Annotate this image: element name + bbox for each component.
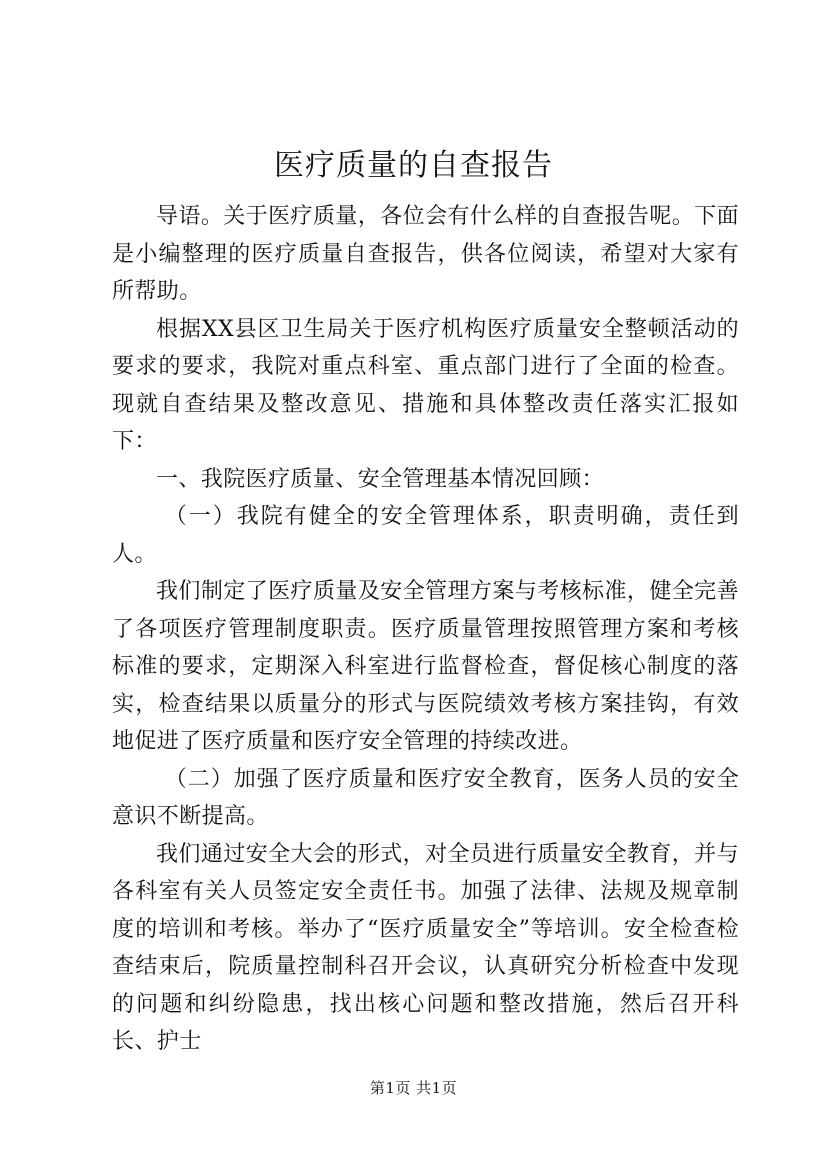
paragraph-management: 我们制定了医疗质量及安全管理方案与考核标准，健全完善了各项医疗管理制度职责。医疗质量管理按照管理方案和考核标准的要求，定期深入科室进行监督检查，督促核心制度的落实，检查结果以质量分的形式与医院绩效考核方案挂钩，有效地促进了医疗质量和医疗安全管理的持续改进。 [112, 579, 739, 754]
subsection-heading-2: （二）加强了医疗质量和医疗安全教育，医务人员的安全意识不断提高。 [112, 766, 739, 829]
subsection-heading-1: （一）我院有健全的安全管理体系，职责明确，责任到人。 [112, 504, 739, 567]
paragraph-education: 我们通过安全大会的形式，对全员进行质量安全教育，并与各科室有关人员签定安全责任书。加强了法律、法规及规章制度的培训和考核。举办了“医疗质量安全”等培训。安全检查检查结束后，院质量控制科召开会议，认真研究分析检查中发现的问题和纠纷隐患，找出核心问题和整改措施，然后召开科长、护士 [112, 841, 739, 1054]
intro-paragraph: 导语。关于医疗质量，各位会有什么样的自查报告呢。下面是小编整理的医疗质量自查报告，供各位阅读，希望对大家有所帮助。 [112, 204, 739, 304]
document-title: 医疗质量的自查报告 [274, 148, 553, 183]
section-heading-1: 一、我院医疗质量、安全管理基本情况回顾： [156, 466, 605, 492]
document-body [112, 198, 739, 1061]
paragraph-background: 根据XX县区卫生局关于医疗机构医疗质量安全整顿活动的要求的要求，我院对重点科室、重点部门进行了全面的检查。现就自查结果及整改意见、措施和具体整改责任落实汇报如下： [112, 316, 739, 454]
page-number-footer: 第1页 共1页 [369, 1079, 458, 1097]
